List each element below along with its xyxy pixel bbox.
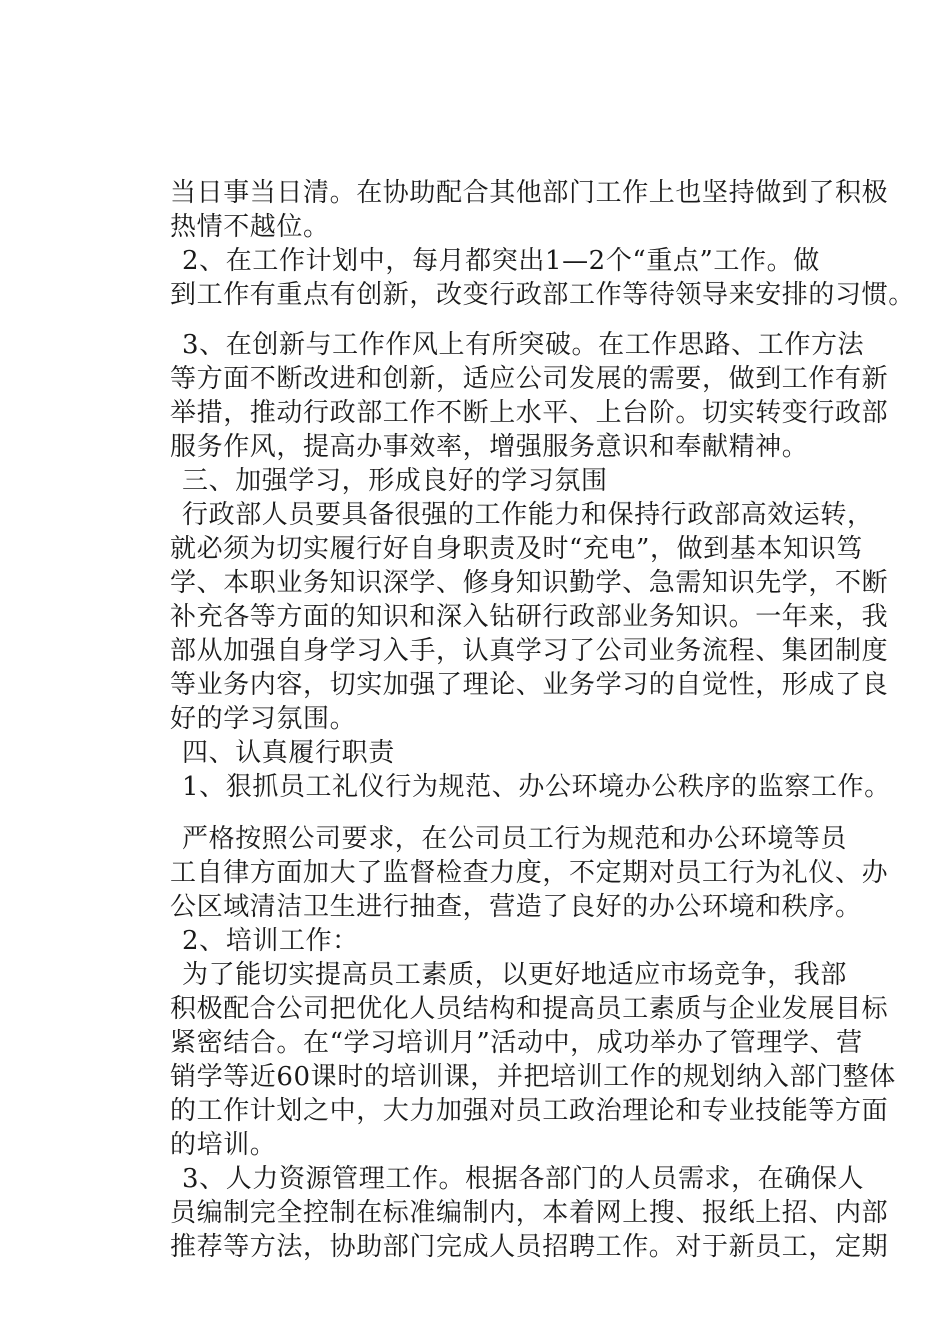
paragraph-line: 严格按照公司要求，在公司员工行为规范和办公环境等员 (182, 824, 848, 854)
paragraph-line: 员编制完全控制在标准编制内，本着网上搜、报纸上招、内部 (170, 1198, 889, 1228)
paragraph-line: 等业务内容，切实加强了理论、业务学习的自觉性，形成了良 (170, 670, 889, 700)
paragraph-line: 当日事当日清。在协助配合其他部门工作上也坚持做到了积极 (170, 178, 889, 208)
paragraph-line: 学、本职业务知识深学、修身知识勤学、急需知识先学，不断 (170, 568, 889, 598)
paragraph-line: 2、在工作计划中，每月都突出1—2个“重点”工作。做 (182, 246, 820, 276)
section-heading: 三、加强学习，形成良好的学习氛围 (182, 466, 608, 496)
paragraph-line: 部从加强自身学习入手，认真学习了公司业务流程、集团制度 (170, 636, 889, 666)
paragraph-line: 行政部人员要具备很强的工作能力和保持行政部高效运转， (182, 500, 874, 530)
paragraph-line: 到工作有重点有创新，改变行政部工作等待领导来安排的习惯。 (170, 280, 915, 310)
paragraph-line: 的工作计划之中，大力加强对员工政治理论和专业技能等方面 (170, 1096, 889, 1126)
paragraph-line: 热情不越位。 (170, 212, 330, 242)
paragraph-line: 服务作风，提高办事效率，增强服务意识和奉献精神。 (170, 432, 809, 462)
paragraph-line: 3、人力资源管理工作。根据各部门的人员需求，在确保人 (182, 1164, 865, 1194)
paragraph-line: 公区域清洁卫生进行抽查，营造了良好的办公环境和秩序。 (170, 892, 862, 922)
paragraph-line: 举措，推动行政部工作不断上水平、上台阶。切实转变行政部 (170, 398, 889, 428)
paragraph-line: 3、在创新与工作作风上有所突破。在工作思路、工作方法 (182, 330, 865, 360)
paragraph-line: 工自律方面加大了监督检查力度，不定期对员工行为礼仪、办 (170, 858, 889, 888)
paragraph-line: 推荐等方法，协助部门完成人员招聘工作。对于新员工，定期 (170, 1232, 889, 1262)
paragraph-line: 紧密结合。在“学习培训月”活动中，成功举办了管理学、营 (170, 1028, 863, 1058)
paragraph-line: 为了能切实提高员工素质，以更好地适应市场竞争，我部 (182, 960, 848, 990)
paragraph-line: 销学等近60课时的培训课，并把培训工作的规划纳入部门整体 (170, 1062, 896, 1092)
paragraph-line: 1、狠抓员工礼仪行为规范、办公环境办公秩序的监察工作。 (182, 772, 891, 802)
paragraph-line: 等方面不断改进和创新，适应公司发展的需要，做到工作有新 (170, 364, 889, 394)
section-heading: 四、认真履行职责 (182, 738, 395, 768)
paragraph-line: 就必须为切实履行好自身职责及时“充电”，做到基本知识笃 (170, 534, 863, 564)
paragraph-line: 补充各等方面的知识和深入钻研行政部业务知识。一年来，我 (170, 602, 889, 632)
paragraph-line: 2、培训工作： (182, 926, 359, 956)
paragraph-line: 的培训。 (170, 1130, 277, 1160)
paragraph-line: 好的学习氛围。 (170, 704, 357, 734)
paragraph-line: 积极配合公司把优化人员结构和提高员工素质与企业发展目标 (170, 994, 889, 1024)
